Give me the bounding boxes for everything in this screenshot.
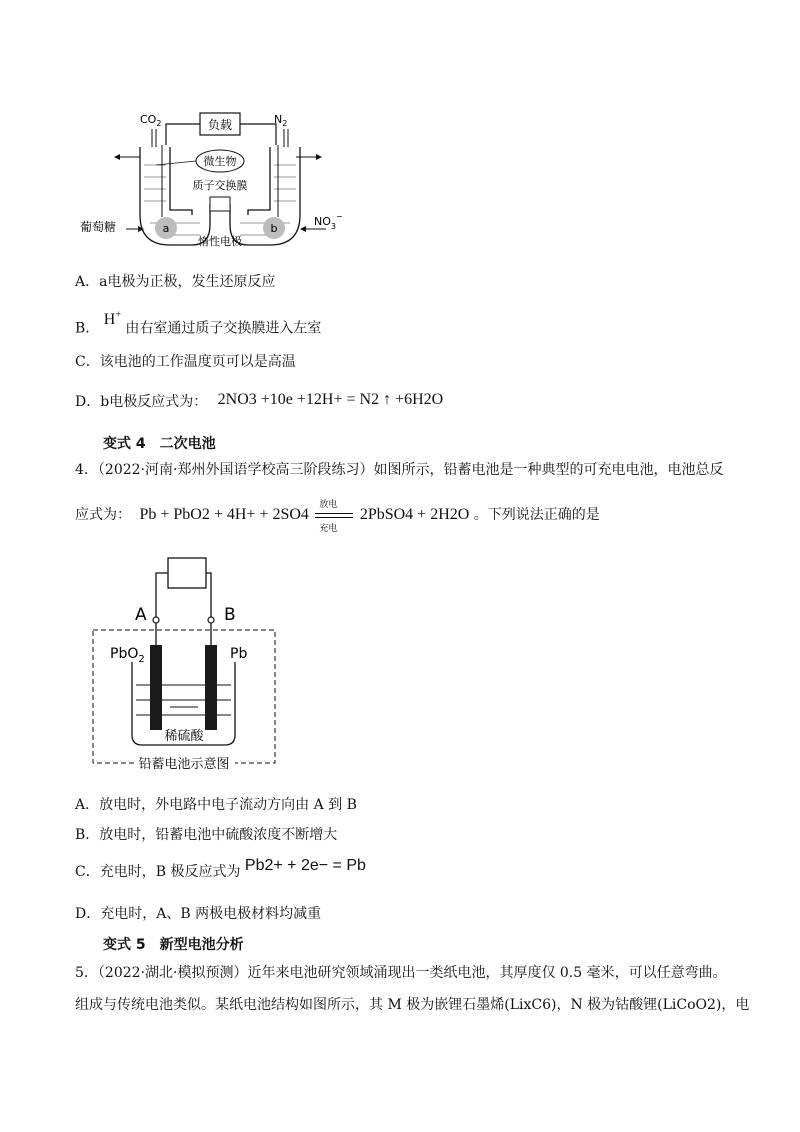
n2-label: $N_2$ [274, 113, 288, 128]
q3-option-d[interactable]: D．b电极反应式为： 2NO3 +10e +12H+ = N2 ↑ +6H2O [75, 391, 444, 410]
variant4-heading: 变式 4 二次电池 [103, 436, 216, 452]
terminal-b-label: B [224, 605, 236, 625]
membrane-label: 质子交换膜 [192, 179, 248, 192]
co2-label: $CO_2$ [140, 113, 162, 128]
microbe-label: 微生物 [203, 155, 237, 168]
terminal-a-label: A [135, 605, 147, 625]
microbial-cell-diagram [80, 105, 360, 255]
q4-option-d[interactable]: D．充电时，A、B 两极电极材料均减重 [75, 906, 322, 922]
q5-stem-line2: 组成与传统电池类似。某纸电池结构如图所示，其 M 极为嵌锂石墨烯(LixC6)，N 极为钴酸锂(LiCoO2)，电 [75, 997, 750, 1013]
battery-load-box [168, 558, 206, 588]
glucose-label: 葡萄糖 [80, 220, 117, 234]
q4-c-formula: Pb2+ + 2e− = Pb [244, 857, 366, 874]
q4-option-a[interactable]: A．放电时，外电路中电子流动方向由 A 到 B [75, 797, 357, 813]
electrode-a-label: a [162, 222, 170, 235]
q5-stem-line1: 5．（2022·湖北·模拟预测）近年来电池研究领域涌现出一类纸电池，其厚度仅 0.5 毫米，可以任意弯曲。 [75, 965, 727, 981]
q4-stem-line2: 应式为： Pb + PbO2 + 4H+ + 2SO4 放电 充电 2PbSO4 + 2H2O 。下列说法正确的是 [75, 500, 600, 534]
q3-option-b[interactable]: B． H+ 由右室通过质子交换膜进入左室 [75, 310, 322, 337]
load-label: 负载 [207, 118, 233, 132]
reaction-condition-arrow: 放电 充电 [313, 505, 355, 525]
pb-label: Pb [230, 646, 248, 662]
membrane-block [210, 197, 230, 211]
q3-option-a[interactable]: A．a电极为正极，发生还原反应 [75, 274, 276, 290]
q4-total-formula-left: Pb + PbO2 + 4H+ + 2SO4 [139, 506, 309, 523]
nitrate-label: $NO_3^-$ [314, 212, 343, 231]
electrode-b-label: b [270, 222, 278, 235]
q3-d-formula: 2NO3 +10e +12H+ = N2 ↑ +6H2O [217, 391, 444, 408]
inert-electrode-label: 惰性电极 [198, 235, 242, 248]
q4-option-b[interactable]: B．放电时，铅蓄电池中硫酸浓度不断增大 [75, 827, 338, 843]
pbo2-label: PbO$_2$ [110, 646, 145, 665]
q4-option-c[interactable]: C．充电时，B 极反应式为 Pb2+ + 2e− = Pb [75, 857, 366, 880]
acid-label: 稀硫酸 [164, 729, 204, 744]
pbo2-electrode [150, 645, 162, 730]
pb-electrode [205, 645, 217, 730]
variant5-heading: 变式 5 新型电池分析 [103, 937, 244, 953]
q4-stem-line1: 4．（2022·河南·郑州外国语学校高三阶段练习）如图所示，铅蓄电池是一种典型的可充电电池，电池总反 [75, 462, 724, 478]
q3-option-c[interactable]: C．该电池的工作温度页可以是高温 [75, 354, 296, 370]
lead-acid-battery-diagram [90, 550, 280, 775]
q4-total-formula-right: 2PbSO4 + 2H2O [359, 506, 470, 523]
battery-caption: 铅蓄电池示意图 [138, 757, 230, 772]
proton-formula: H+ [103, 310, 121, 329]
